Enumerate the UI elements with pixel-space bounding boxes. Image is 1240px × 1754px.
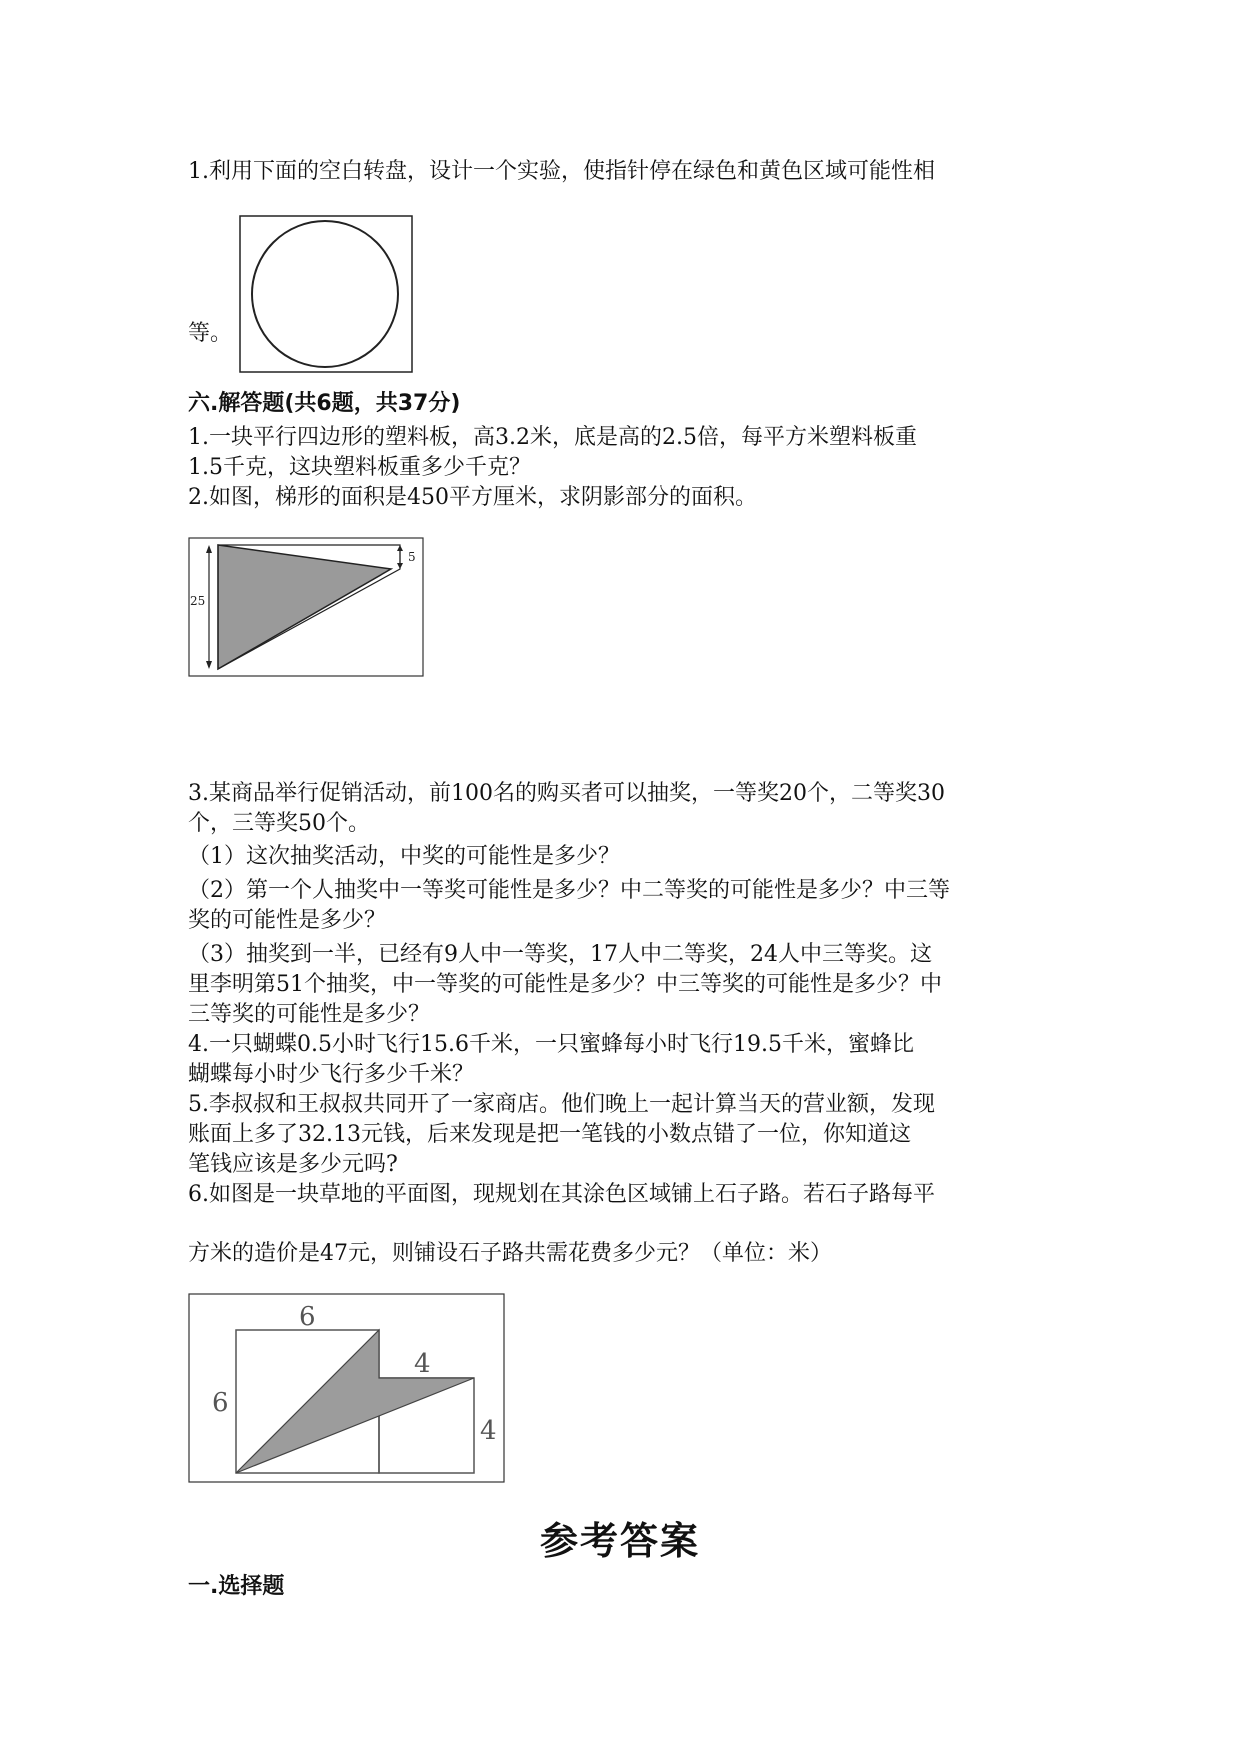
q5-1-line2: 等。 [188,321,233,346]
q6-6-line2: 方米的造价是47元，则铺设石子路共需花费多少元？（单位：米） [188,1241,832,1266]
label-right-4: 4 [480,1416,497,1446]
q6-5-line2: 账面上多了32.13元钱，后来发现是把一笔钱的小数点错了一位，你知道这 [188,1122,911,1147]
q6-3-sub2-line1: （2）第一个人抽奖中一等奖可能性是多少？中二等奖的可能性是多少？中三等 [188,878,950,903]
section6-heading: 六.解答题(共6题，共37分) [188,391,461,416]
q6-2-text: 2.如图，梯形的面积是450平方厘米，求阴影部分的面积。 [188,485,757,510]
label-25: 25 [190,594,206,608]
trapezoid-figure [188,537,424,677]
spinner-figure [239,215,413,373]
answer-section1-heading: 一.选择题 [188,1574,285,1599]
q6-4-line2: 蝴蝶每小时少飞行多少千米？ [188,1062,475,1087]
q6-3-sub3-line2: 里李明第51个抽奖，中一等奖的可能性是多少？中三等奖的可能性是多少？中 [188,972,942,997]
q6-1-line2: 1.5千克，这块塑料板重多少千克？ [188,455,531,480]
q6-3-line1: 3.某商品举行促销活动，前100名的购买者可以抽奖，一等奖20个，二等奖30 [188,781,945,806]
label-left-6: 6 [212,1388,229,1418]
q6-3-line2: 个，三等奖50个。 [188,811,370,836]
q6-3-sub2-line2: 奖的可能性是多少？ [188,908,387,933]
q6-3-sub3-line1: （3）抽奖到一半，已经有9人中一等奖，17人中二等奖，24人中三等奖。这 [188,942,932,967]
q6-6-line1: 6.如图是一块草地的平面图，现规划在其涂色区域铺上石子路。若石子路每平 [188,1182,935,1207]
q6-3-sub1: （1）这次抽奖活动，中奖的可能性是多少？ [188,844,620,869]
q6-5-line1: 5.李叔叔和王叔叔共同开了一家商店。他们晚上一起计算当天的营业额，发现 [188,1092,935,1117]
q6-3-sub3-line3: 三等奖的可能性是多少？ [188,1002,431,1027]
label-5: 5 [408,550,416,564]
spinner-frame [240,216,412,372]
label-top-6: 6 [299,1302,316,1332]
q6-1-line1: 1.一块平行四边形的塑料板，高3.2米，底是高的2.5倍，每平方米塑料板重 [188,425,917,450]
q5-1-line1: 1.利用下面的空白转盘，设计一个实验，使指针停在绿色和黄色区域可能性相 [188,159,935,184]
lawn-figure [188,1293,505,1483]
q6-5-line3: 笔钱应该是多少元吗? [188,1152,398,1177]
q6-4-line1: 4.一只蝴蝶0.5小时飞行15.6千米，一只蜜蜂每小时飞行19.5千米，蜜蜂比 [188,1032,914,1057]
label-mid-4: 4 [414,1349,431,1379]
answer-title: 参考答案 [539,1519,700,1563]
